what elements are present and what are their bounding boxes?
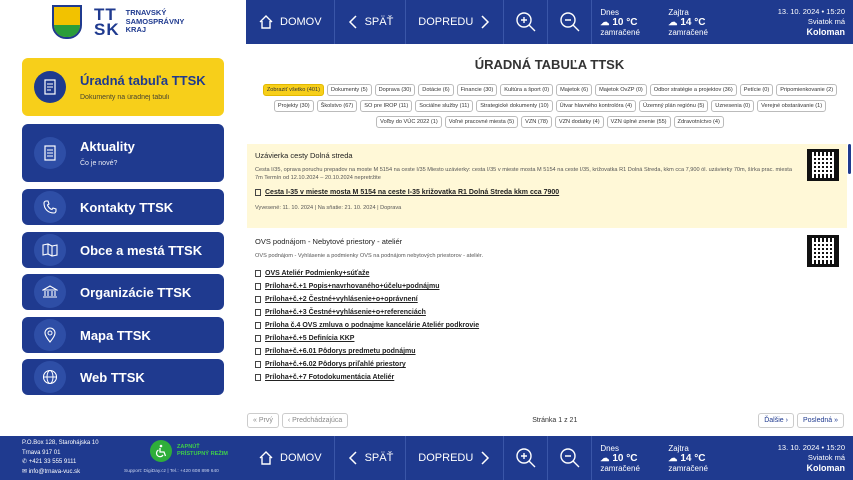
home-button[interactable]: DOMOV xyxy=(246,436,335,480)
file-icon xyxy=(255,296,261,303)
filter-chip[interactable]: Dokumenty (5) xyxy=(327,84,372,96)
attachment-link[interactable]: Príloha+č.+5 Definícia KKP xyxy=(255,335,839,342)
home-icon xyxy=(258,14,274,30)
filter-chip[interactable]: Pripomienkovanie (2) xyxy=(776,84,837,96)
sidebar-item-kontakty[interactable]: Kontakty TTSK xyxy=(22,189,224,225)
filter-chip[interactable]: Voľné pracovné miesta (5) xyxy=(445,116,518,128)
page-title: ÚRADNÁ TABUĽA TTSK xyxy=(474,57,625,72)
filter-chip[interactable]: Útvar hlavného kontrolóra (4) xyxy=(556,100,636,112)
notice-card[interactable] xyxy=(247,230,847,404)
filter-chip[interactable]: Majetok (6) xyxy=(556,84,592,96)
qr-code-icon xyxy=(807,149,839,181)
page-info: Stránka 1 z 21 xyxy=(532,416,578,424)
zoom-in-button[interactable] xyxy=(504,436,548,480)
cloud-icon: ☁ xyxy=(600,452,610,463)
notice-title: Uzávierka cesty Dolná streda xyxy=(255,151,353,160)
filter-chip[interactable]: Uznesenia (0) xyxy=(711,100,754,112)
cloud-icon: ☁ xyxy=(668,16,678,27)
attachment-link[interactable]: Príloha+č.+6.02 Pôdorys priľahlé priestory xyxy=(255,361,839,368)
wheelchair-icon xyxy=(150,440,172,462)
bottom-nav-bar xyxy=(246,436,853,480)
filter-chip[interactable]: Školstvo (67) xyxy=(317,100,358,112)
pagination xyxy=(247,412,847,428)
forward-button[interactable]: DOPREDU xyxy=(406,436,504,480)
support-info: Support: DigiDay.cz | Tel.: +420 608 899 640 xyxy=(124,469,219,474)
cloud-icon: ☁ xyxy=(668,452,678,463)
weather-today: Dnes ☁ 10 °C zamračené xyxy=(600,443,640,473)
attachment-link[interactable]: Príloha+č.+1 Popis+navrhovaného+účelu+podnájmu xyxy=(255,283,839,290)
chevron-left-icon xyxy=(347,14,359,30)
filter-chip[interactable]: SO pre IROP (11) xyxy=(360,100,412,112)
notice-meta: Vyvesené: 11. 10. 2024 | Na sňatie: 21. 10. 2024 | Doprava xyxy=(255,205,402,211)
coat-of-arms-icon xyxy=(52,5,82,39)
filter-chip[interactable]: Dotácie (6) xyxy=(418,84,453,96)
notice-title: OVS podnájom - Nebytové priestory - ateliér xyxy=(255,237,403,246)
sidebar-item-mapa[interactable]: Mapa TTSK xyxy=(22,317,224,353)
attachment-link[interactable]: Príloha+č.+7 Fotodokumentácia Ateliér xyxy=(255,374,839,381)
filter-chip[interactable]: Zobraziť všetko (401) xyxy=(263,84,324,96)
home-icon xyxy=(258,450,274,466)
filter-chip[interactable]: Odbor stratégie a projektov (36) xyxy=(650,84,737,96)
sidebar-item-web[interactable]: Web TTSK xyxy=(22,359,224,395)
date-nameday: 13. 10. 2024 • 15:20 Sviatok má Koloman xyxy=(777,7,845,37)
zoom-in-icon xyxy=(515,11,537,33)
zoom-in-icon xyxy=(515,447,537,469)
scrollbar-thumb[interactable] xyxy=(848,144,851,174)
filter-chip[interactable]: VZN (78) xyxy=(521,116,552,128)
filter-chip[interactable]: Kultúra a šport (0) xyxy=(500,84,553,96)
notice-attachment-link[interactable]: Cesta I-35 v mieste mosta M 5154 na ceste I-35 križovatka R1 Dolná Streda kkm cca 7900 xyxy=(255,189,839,196)
file-icon xyxy=(255,270,261,277)
next-page-button[interactable]: Ďalšie › xyxy=(758,413,794,428)
zoom-out-icon xyxy=(559,447,581,469)
filter-chip[interactable]: Zdravotníctvo (4) xyxy=(674,116,724,128)
filter-chip[interactable]: Verejné obstarávanie (1) xyxy=(757,100,826,112)
filter-chip[interactable]: Financie (30) xyxy=(457,84,498,96)
filter-chip[interactable]: Petície (0) xyxy=(740,84,774,96)
globe-icon xyxy=(34,361,66,393)
zoom-out-icon xyxy=(559,11,581,33)
zoom-in-button[interactable] xyxy=(504,0,548,44)
weather-tomorrow: Zajtra ☁ 14 °C zamračené xyxy=(668,7,708,37)
filter-chip[interactable]: Strategické dokumenty (10) xyxy=(476,100,552,112)
map-book-icon xyxy=(34,234,66,266)
ttsk-logo[interactable] xyxy=(0,0,246,44)
sidebar-item-aktuality[interactable]: Aktuality Čo je nové? xyxy=(22,124,224,182)
category-filters xyxy=(250,84,850,128)
file-icon xyxy=(255,361,261,368)
filter-chip[interactable]: Sociálne služby (11) xyxy=(415,100,473,112)
news-icon xyxy=(34,137,66,169)
prev-page-button[interactable]: ‹ Predchádzajúca xyxy=(282,413,348,428)
attachment-link[interactable]: OVS Ateliér Podmienky+súťaže xyxy=(255,270,839,277)
accessibility-toggle-button[interactable]: ZAPNÚŤ PRÍSTUPNÝ REŽIM xyxy=(150,440,228,462)
file-icon xyxy=(255,283,261,290)
forward-button[interactable]: DOPREDU xyxy=(406,0,504,44)
top-nav-bar xyxy=(246,0,853,44)
filter-chip[interactable]: Územný plán regiónu (5) xyxy=(639,100,708,112)
first-page-button[interactable]: « Prvý xyxy=(247,413,279,428)
file-icon xyxy=(255,374,261,381)
filter-chip[interactable]: Projekty (30) xyxy=(274,100,314,112)
file-icon xyxy=(255,309,261,316)
filter-chip[interactable]: VZN úplné znenie (55) xyxy=(607,116,671,128)
zoom-out-button[interactable] xyxy=(548,0,592,44)
mail-icon: ✉ xyxy=(22,468,28,475)
weather-today: Dnes ☁ 10 °C zamračené xyxy=(600,7,640,37)
notice-description: OVS podnájom - Vyhlásenie a podmienky OVS na podnájom nebytových priestorov - ateliér. xyxy=(255,253,484,259)
chevron-right-icon xyxy=(479,14,491,30)
zoom-out-button[interactable] xyxy=(548,436,592,480)
sidebar-item-organizacie[interactable]: Organizácie TTSK xyxy=(22,274,224,310)
back-button[interactable]: SPÄŤ xyxy=(335,0,407,44)
sidebar-item-obce-a-mesta[interactable]: Obce a mestá TTSK xyxy=(22,232,224,268)
location-pin-icon xyxy=(34,319,66,351)
notice-description: Cesta I/35, oprava poruchu prepadov na moste M 5154 na ceste I/35 Miesto uzávierky: cesta I/35 v mieste mosta M 5154 na ceste I/35, križovatka R1 Dolná Streda, kkm cca 7,900 ól. uzávierky 70m, šírka prac. miesta 7m Termín od 12.10.2024 – 20.10.2024 nepretržite xyxy=(255,167,792,181)
attachment-link[interactable]: Príloha+č.+2 Čestné+vyhlásenie+o+oprávnení xyxy=(255,296,839,303)
filter-chip[interactable]: Voľby do VÚC 2022 (1) xyxy=(376,116,442,128)
document-icon xyxy=(34,71,66,103)
chevron-right-icon xyxy=(479,450,491,466)
file-icon xyxy=(255,335,261,342)
attachment-link[interactable]: Príloha+č.+6.01 Pôdorys predmetu podnájmu xyxy=(255,348,839,355)
attachment-link[interactable]: Príloha č.4 OVS zmluva o podnajme kancelárie Ateliér podkrovie xyxy=(255,322,839,329)
file-icon xyxy=(255,189,261,196)
logo-abbr: TT SK xyxy=(94,5,120,39)
footer-contact: P.O.Box 128, Starohájska 10 Trnava 917 01 ✆ +421 33 555 9111 ✉ info@trnava-vuc.sk xyxy=(0,436,246,480)
cloud-icon: ☁ xyxy=(600,16,610,27)
back-button[interactable]: SPÄŤ xyxy=(335,436,407,480)
file-icon xyxy=(255,322,261,329)
phone-icon: ✆ xyxy=(22,459,28,465)
qr-code-icon xyxy=(807,235,839,267)
filter-chip[interactable]: Majetok OvZP (0) xyxy=(595,84,647,96)
attachment-link[interactable]: Príloha+č.+3 Čestné+vyhlásenie+o+referenciách xyxy=(255,309,839,316)
date-nameday: 13. 10. 2024 • 15:20 Sviatok má Koloman xyxy=(777,443,845,473)
building-icon xyxy=(34,276,66,308)
sidebar-item-uradna-tabula[interactable]: Úradná tabuľa TTSK Dokumenty na úradnej tabuli xyxy=(22,58,224,116)
notice-card[interactable] xyxy=(247,144,847,228)
filter-chip[interactable]: Doprava (30) xyxy=(375,84,416,96)
logo-name: TRNAVSKÝ SAMOSPRÁVNY KRAJ xyxy=(125,8,185,35)
last-page-button[interactable]: Posledná » xyxy=(797,413,844,428)
filter-chip[interactable]: VZN dodatky (4) xyxy=(555,116,604,128)
home-button[interactable]: DOMOV xyxy=(246,0,335,44)
weather-tomorrow: Zajtra ☁ 14 °C zamračené xyxy=(668,443,708,473)
chevron-left-icon xyxy=(347,450,359,466)
phone-icon xyxy=(34,191,66,223)
file-icon xyxy=(255,348,261,355)
